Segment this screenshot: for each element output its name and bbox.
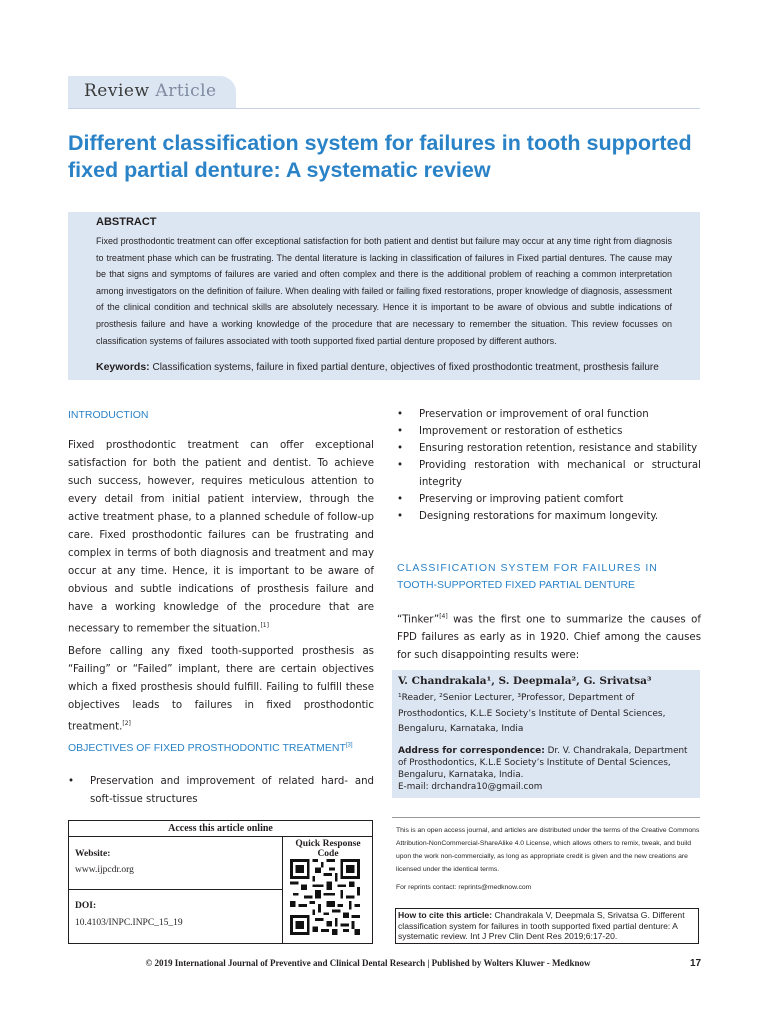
reprints-contact: For reprints contact: reprints@medknow.com	[396, 884, 532, 891]
objectives-heading	[68, 742, 353, 754]
list-item: • Preservation or improvement of oral function	[397, 406, 701, 423]
access-column-divider	[282, 836, 283, 943]
keywords-label: Keywords:	[96, 361, 150, 373]
author-affiliation: ¹Reader, ²Senior Lecturer, ³Professor, Department of Prosthodontics, K.L.E Society’s Institute of Dental Sciences, Bengaluru, Karnataka, India	[398, 693, 666, 734]
list-item: • Preservation and improvement of related hard- and soft-tissue structures	[68, 773, 374, 809]
list-item: • Preserving or improving patient comfort	[397, 491, 701, 508]
access-article-box	[68, 820, 373, 944]
citation-ref[interactable]: [3]	[345, 742, 353, 749]
page-number: 17	[690, 958, 702, 969]
access-row-divider	[69, 889, 282, 890]
license-text: This is an open access journal, and articles are distributed under the terms of the Creative Commons Attribution-NonCommercial-ShareAlike 4.0 License, which allows others to remix, tweak, and build upon the work non-commercially, as long as appropriate credit is given and the new creations are licensed under the identical terms.	[396, 827, 700, 873]
license-divider	[392, 817, 700, 818]
list-item: • Designing restorations for maximum longevity.	[397, 508, 701, 525]
objectives-heading-text: OBJECTIVES OF FIXED PROSTHODONTIC TREATMENT	[68, 742, 346, 754]
introduction-paragraph-1	[68, 437, 374, 638]
classification-heading-line-1: CLASSIFICATION SYSTEM FOR FAILURES IN	[397, 562, 658, 574]
citation-label: How to cite this article:	[398, 910, 493, 920]
classification-heading	[397, 560, 701, 594]
article-type-word-review: Review	[84, 81, 150, 101]
website-label: Website:	[75, 849, 111, 859]
page-footer: © 2019 International Journal of Preventive and Clinical Dental Research | Published by Wolters Kluwer - Medknow	[145, 958, 591, 968]
article-type-label	[84, 81, 217, 101]
correspondence-text: Dr. V. Chandrakala, Department of Prosthodontics, K.L.E Society’s Institute of Dental Sciences, Bengaluru, Karnataka, India.	[398, 746, 688, 780]
citation-ref[interactable]: [1]	[260, 622, 269, 629]
qr-code-title: Quick Response Code	[295, 839, 361, 859]
keywords-text: Classification systems, failure in fixed partial denture, objectives of fixed prosthodontic treatment, prosthesis failure	[152, 362, 659, 373]
author-names: V. Chandrakala¹, S. Deepmala², G. Srivatsa³	[398, 675, 652, 687]
citation-box	[395, 908, 699, 944]
classification-paragraph-rest: was the first one to summarize the causes of FPD failures as early as in 1920. Chief among the causes for such disappointing results were:	[397, 614, 701, 662]
classification-paragraph-start: “Tinker”	[397, 614, 440, 626]
access-title: Access this article online	[69, 821, 372, 837]
correspondence-label: Address for correspondence:	[398, 746, 545, 756]
introduction-paragraph-2-text: Before calling any fixed tooth-supported prosthesis as “Failing” or “Failed” implant, there are certain objectives which a fixed prosthesis should fulfill. Failing to fulfill these objectives leads to failures in fixed prosthodontic treatment.	[68, 646, 374, 733]
citation-ref[interactable]: [2]	[122, 720, 131, 727]
list-item: • Ensuring restoration retention, resistance and stability	[397, 440, 701, 457]
doi-value[interactable]: 10.4103/INPC.INPC_15_19	[75, 918, 183, 928]
classification-paragraph	[397, 608, 701, 665]
objectives-list-left	[68, 773, 374, 809]
article-type-tab	[68, 76, 236, 108]
introduction-paragraph-2	[68, 643, 374, 736]
list-item: • Providing restoration with mechanical or structural integrity	[397, 457, 701, 491]
classification-heading-line-2: TOOTH-SUPPORTED FIXED PARTIAL DENTURE	[397, 579, 636, 591]
correspondence-email[interactable]: E-mail: drchandra10@gmail.com	[398, 782, 543, 792]
correspondence-address	[398, 745, 698, 793]
abstract-heading: ABSTRACT	[96, 216, 157, 228]
citation-ref[interactable]: [4]	[439, 613, 448, 620]
article-type-word-article: Article	[155, 81, 217, 101]
list-item: • Improvement or restoration of esthetics	[397, 423, 701, 440]
introduction-heading: INTRODUCTION	[68, 409, 149, 421]
citation-text: Chandrakala V, Deepmala S, Srivatsa G. Different classification system for failures in tooth supported fixed partial denture: A systematic review. Int J Prev Clin Dent Res 2019;6:17-20.	[398, 910, 685, 941]
header-divider	[68, 108, 700, 109]
introduction-paragraph-1-text: Fixed prosthodontic treatment can offer exceptional satisfaction for both the patient and dentist. To achieve such success, however, requires meticulous attention to every detail from initial patient interview, through the active treatment phase, to a planned schedule of follow-up care. Fixed prosthodontic failures can be frustrating and complex in terms of both diagnosis and treatment and may occur at any time. Hence, it is important to be aware of obvious and subtle indications of prosthesis failure and have a working knowledge of the procedure that are necessary to remember the situation.	[68, 440, 374, 635]
keywords-line	[96, 361, 696, 373]
qr-code-icon[interactable]	[290, 859, 360, 935]
article-title: Different classification system for failures in tooth supported fixed partial denture: A systematic review	[68, 131, 692, 182]
objectives-list-right	[397, 406, 701, 525]
abstract-text: Fixed prosthodontic treatment can offer exceptional satisfaction for both patient and dentist but failure may occur at any time right from diagnosis to treatment phase which can be frustrating. The dental literature is lacking in classification of failures in Fixed partial dentures. The cause may be that signs and symptoms of failures are varied and often complex and there is the additional problem of reaching a common interpretation among investigators on the definition of failure. When dealing with failed or failing fixed restorations, proper knowledge of diagnosis, assessment of the clinical condition and technical skills are absolutely necessary. Hence it is important to be aware of obvious and subtle indications of prosthesis failure and have a working knowledge of the procedure that are necessary to remember the situation. This review focusses on classification systems of failures associated with tooth supported fixed partial denture proposed by different authors.	[96, 236, 672, 346]
doi-label: DOI:	[75, 901, 97, 911]
website-link[interactable]: www.ijpcdr.org	[75, 865, 134, 875]
